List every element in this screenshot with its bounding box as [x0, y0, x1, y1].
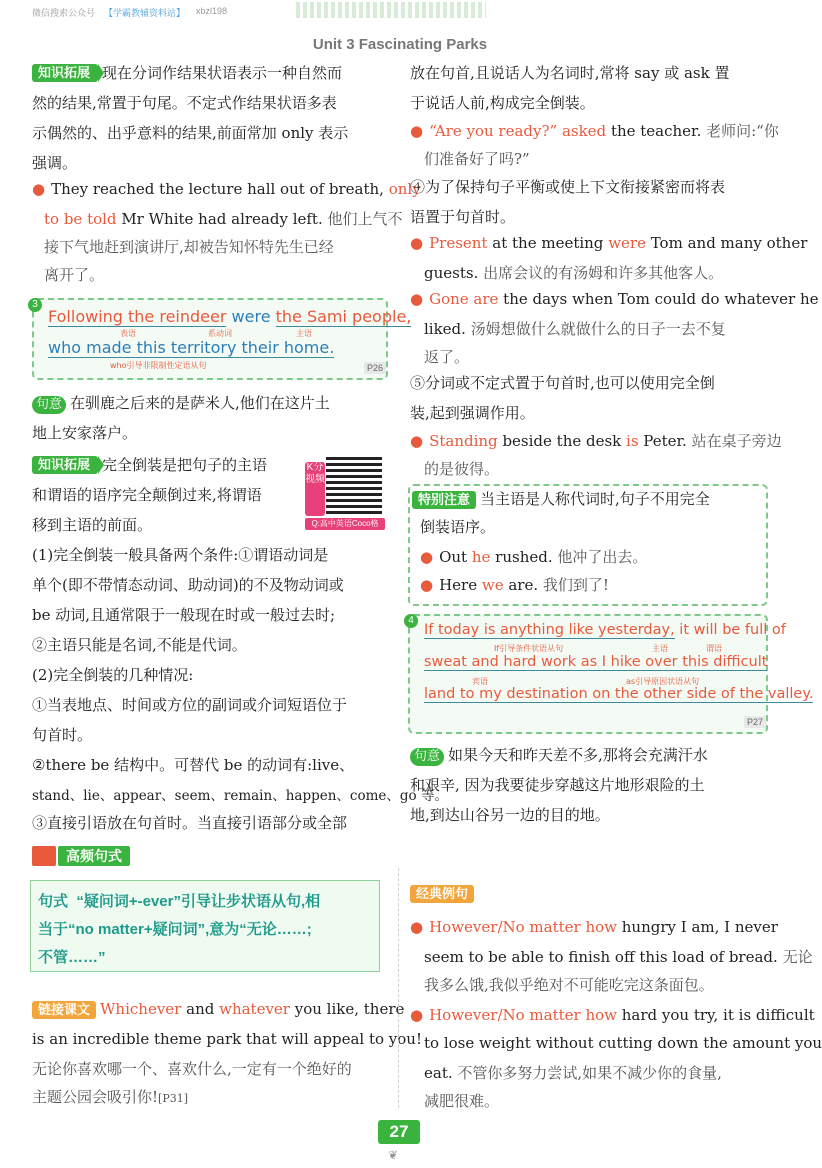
- classic-example-2: to lose weight without cutting down the amount you: [424, 1034, 822, 1052]
- text-link-line-1: 链接课文 Whichever and whatever you like, there: [32, 1000, 404, 1019]
- classic-example-1: ● However/No matter how hungry I am, I never: [410, 918, 778, 936]
- tag-text-link: 链接课文: [32, 1001, 96, 1019]
- gloss-subject: 主语: [652, 644, 668, 653]
- knowledge2-line-2: 和谓语的语序完全颠倒过来,将谓语: [32, 486, 262, 504]
- knowledge-line-4: 强调。: [32, 154, 78, 172]
- handwritten-line: who made this territory their home.: [48, 338, 335, 357]
- qr-code[interactable]: [326, 456, 382, 514]
- rule-line: 放在句首,且说话人为名词时,常将 say 或 ask 置: [410, 64, 730, 82]
- example-translation: 我多么饿,我似乎绝对不可能吃完这条面包。: [424, 976, 714, 994]
- meaning-line-2: 和艰辛, 因为我要徒步穿越这片地形艰险的土: [410, 776, 705, 794]
- example-translation: 的是彼得。: [424, 460, 500, 478]
- rule-line: ②there be 结构中。可替代 be 的动词有:live、: [32, 756, 355, 774]
- rule-line: 单个(即不带情态动词、助动词)的不及物动词或: [32, 576, 344, 594]
- example-line: to be told Mr White had already left. 他们上气不: [44, 210, 403, 228]
- rule-line: ⑤分词或不定式置于句首时,也可以使用完全倒: [410, 374, 715, 392]
- tag-meaning: 句意: [410, 748, 444, 766]
- video-badge[interactable]: K分视频: [305, 462, 325, 516]
- knowledge2-line-3: 移到主语的前面。: [32, 516, 153, 534]
- source-id: xbzl198: [196, 6, 228, 16]
- source-label: 微信搜索公众号: [32, 8, 96, 18]
- section-header: [32, 846, 152, 868]
- example-translation: 离开了。: [44, 266, 105, 284]
- gloss-linking-verb: 系动词: [208, 329, 232, 338]
- classic-example-1: seem to be able to finish off this load of bread. 无论: [424, 948, 813, 966]
- gloss-reason: as引导原因状语从句: [626, 677, 700, 686]
- example-line: ● Present at the meeting were Tom and many other: [410, 234, 808, 252]
- source-link[interactable]: 【学霸教辅资料站】: [104, 8, 186, 18]
- example-line: ● They reached the lecture hall out of breath, only: [32, 180, 421, 198]
- example-translation: 接下气地赶到演讲厅,却被告知怀特先生已经: [44, 238, 334, 256]
- rule-line: 于说话人前,构成完全倒装。: [410, 94, 595, 112]
- example-line: ● “Are you ready?” asked the teacher. 老师问:“你: [410, 122, 779, 140]
- example-line: guests. 出席会议的有汤姆和许多其他客人。: [424, 264, 724, 282]
- meaning-line-2: 地上安家落户。: [32, 424, 138, 442]
- example-line: ● Standing beside the desk is Peter. 站在桌子旁边: [410, 432, 782, 450]
- page-number: 27: [378, 1120, 420, 1144]
- rule-line: (1)完全倒装一般具备两个条件:①谓语动词是: [32, 546, 329, 564]
- unit-title: Unit 3 Fascinating Parks: [312, 36, 488, 53]
- meaning-line-1: 句意 在驯鹿之后来的是萨米人,他们在这片土: [32, 392, 330, 414]
- rule-line: ①当表地点、时间或方位的副词或介词短语位于: [32, 696, 348, 714]
- rule-line: 句首时。: [32, 726, 93, 744]
- page-reference: P26: [364, 362, 386, 374]
- tag-knowledge: 知识拓展: [32, 64, 98, 82]
- rule-line: be 动词,且通常限于一般现在时或一般过去时;: [32, 606, 336, 624]
- example-translation: 减肥很难。: [424, 1092, 500, 1110]
- example-line: liked. 汤姆想做什么就做什么的日子一去不复: [424, 320, 726, 338]
- classic-example-2: ● However/No matter how hard you try, it is difficult: [410, 1006, 815, 1024]
- pattern-line-2: 当于“no matter+疑问词”,意为“无论……;: [38, 921, 312, 938]
- pattern-line-1: 句式 “疑问词+-ever”引导让步状语从句,相: [38, 893, 321, 910]
- leaf-icon: ❦: [388, 1148, 399, 1162]
- handwritten-line: sweat and hard work as I hike over this difficult: [424, 654, 768, 670]
- tag-special: 特别注意: [412, 491, 476, 509]
- text-link-line-2: is an incredible theme park that will appeal to you!: [32, 1030, 422, 1048]
- knowledge-line-1: 知识拓展 现在分词作结果状语表示一种自然而: [32, 62, 342, 83]
- example-translation: 返了。: [424, 348, 470, 366]
- column-divider: [398, 868, 400, 1108]
- rule-line: ②主语只能是名词,不能是代词。: [32, 636, 247, 654]
- rule-line: ④为了保持句子平衡或使上下文衔接紧密而将表: [410, 178, 726, 196]
- classic-title: [410, 884, 478, 903]
- example-line: ● Gone are the days when Tom could do whatever he: [410, 290, 819, 308]
- handwritten-line: Following the reindeer were the Sami people,: [48, 307, 412, 326]
- rule-line: stand、lie、appear、seem、remain、happen、come、go 等。: [32, 788, 448, 804]
- tag-classic: 经典例句: [410, 885, 474, 903]
- example-line: ● Out he rushed. 他冲了出去。: [420, 548, 648, 566]
- knowledge2-line-1: 知识拓展 完全倒装是把句子的主语: [32, 454, 267, 475]
- rule-line: 语置于句首时。: [410, 208, 516, 226]
- box-number: 3: [28, 298, 42, 312]
- text-link-translation: 主题公园会吸引你![P31]: [32, 1088, 189, 1106]
- meaning-line-1: 句意 如果今天和昨天差不多,那将会充满汗水: [410, 744, 708, 766]
- handwritten-line: If today is anything like yesterday, it will be full of: [424, 622, 786, 638]
- qr-caption: Q:高中英语Coco格: [305, 518, 385, 530]
- section-title: 高频句式: [58, 846, 130, 866]
- gloss-condition: If引导条件状语从句: [494, 644, 564, 653]
- header-decoration: [296, 2, 486, 18]
- example-translation: 们准备好了吗?”: [424, 150, 530, 168]
- gloss-predicative: 表语: [120, 329, 136, 338]
- tag-meaning: 句意: [32, 396, 66, 414]
- page-reference: [P31]: [158, 1092, 189, 1105]
- example-line: ● Here we are. 我们到了!: [420, 576, 609, 594]
- gloss-clause: who引导非限制性定语从句: [110, 361, 207, 370]
- classic-example-2: eat. 不管你多努力尝试,如果不减少你的食量,: [424, 1064, 722, 1082]
- box-number: 4: [404, 614, 418, 628]
- handwritten-line: land to my destination on the other side of the valley.: [424, 686, 814, 702]
- rule-line: 装,起到强调作用。: [410, 404, 535, 422]
- gloss-subject: 主语: [296, 329, 312, 338]
- meaning-line-3: 地,到达山谷另一边的目的地。: [410, 806, 610, 824]
- knowledge-line-2: 然的结果,常置于句尾。不定式作结果状语多表: [32, 94, 337, 112]
- rule-line: (2)完全倒装的几种情况:: [32, 666, 194, 684]
- gloss-predicate: 谓语: [706, 644, 722, 653]
- tag-knowledge: 知识拓展: [32, 456, 98, 474]
- gloss-object: 宾语: [472, 677, 488, 686]
- special-line-2: 倒装语序。: [420, 518, 496, 536]
- pattern-line-3: 不管……”: [38, 949, 106, 966]
- rule-line: ③直接引语放在句首时。当直接引语部分或全部: [32, 814, 348, 832]
- knowledge-line-3: 示偶然的、出乎意料的结果,前面常加 only 表示: [32, 124, 349, 142]
- special-line-1: 特别注意 当主语是人称代词时,句子不用完全: [412, 488, 710, 509]
- book-icon: [32, 846, 56, 866]
- text-link-translation: 无论你喜欢哪一个、喜欢什么,一定有一个绝好的: [32, 1060, 352, 1078]
- page-reference: P27: [744, 716, 766, 728]
